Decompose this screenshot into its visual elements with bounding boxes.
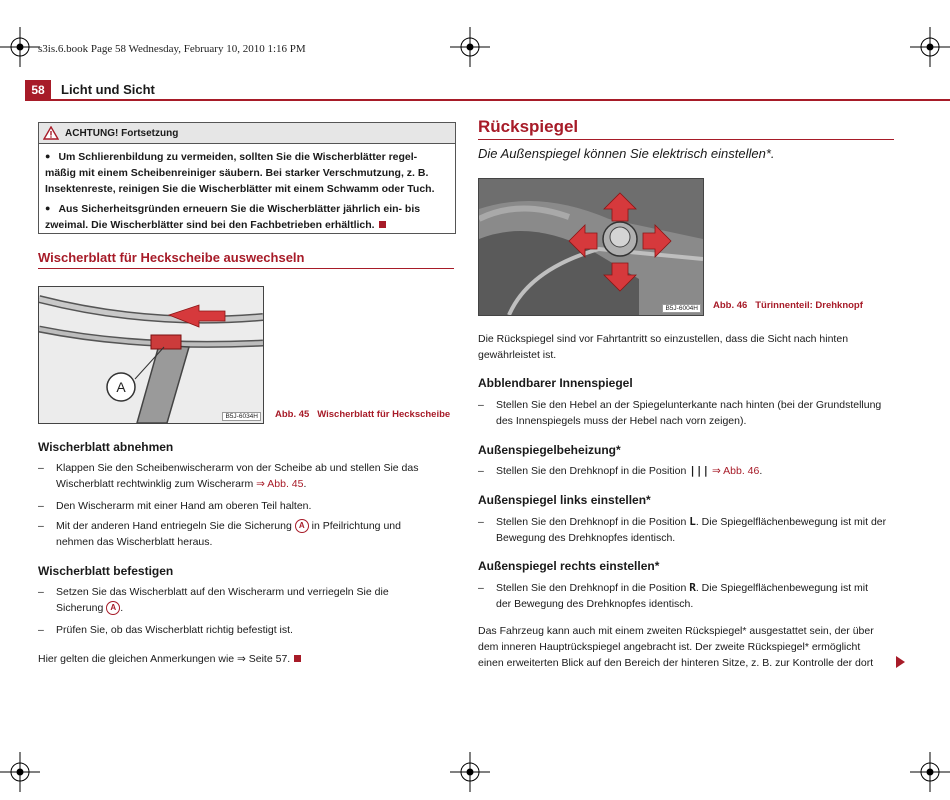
- chapter-title: Licht und Sicht: [61, 82, 155, 97]
- list-item: – Stellen Sie den Drehknopf in die Position R. Die Spiegelflächenbewegung ist mit der Bewegung des Drehknopfes identisch.: [478, 581, 869, 610]
- list-item: – Stellen Sie den Hebel an der Spiegelunterkante nach hinten (bei der Grundstellung des Innenspiegels muss der Hebel nach vorn zeigen).: [478, 399, 882, 427]
- list-item: – Klappen Sie den Scheibenwischerarm von der Scheibe ab und stellen Sie das Wischerblatt rechtwinklig zum Wischerarm ⇒ Abb. 45.: [38, 462, 419, 490]
- warning-bullet-2: ● Aus Sicherheitsgründen erneuern Sie die Wischerblätter jährlich ein- bis: [45, 203, 420, 215]
- warning-header: [39, 123, 455, 144]
- section-title-rear-wiper: Wischerblatt für Heckscheibe auswechseln: [38, 250, 305, 265]
- list-item: – Setzen Sie das Wischerblatt auf den Wischerarm und verriegeln Sie die Sicherung A .: [38, 586, 389, 614]
- warning-label: ACHTUNG! Fortsetzung: [65, 127, 179, 139]
- print-info: s3is.6.book Page 58 Wednesday, February 10, 2010 1:16 PM: [38, 43, 306, 55]
- wiper-illustration: [39, 287, 263, 423]
- left-position-icon: L: [689, 515, 696, 528]
- figure-code: B5J-6034H: [222, 412, 261, 421]
- list-item: – Den Wischerarm mit einer Hand am oberen Teil halten.: [38, 500, 312, 512]
- figure-caption-number: Abb. 46: [713, 300, 748, 311]
- registration-mark-bottom-left: [0, 752, 40, 792]
- warning-box: [38, 122, 456, 234]
- second-mirror-paragraph: Das Fahrzeug kann auch mit einem zweiten Rückspiegel* ausgestattet sein, der über dem inneren Hauptrückspiegel angebracht ist. Der zweite Rückspiegel* ermöglicht einen erweiterten Blick auf den Bereich der hinteren Sitze, z. B. zur Kontrolle der dort: [478, 625, 874, 669]
- intro-paragraph: Die Rückspiegel sind vor Fahrtantritt so einzustellen, dass die Sicht nach hinten gewährleistet ist.: [478, 333, 849, 361]
- registration-mark-top-right: [910, 27, 950, 67]
- subhead-fasten: Wischerblatt befestigen: [38, 564, 174, 578]
- section-subtitle: Die Außenspiegel können Sie elektrisch einstellen*.: [478, 146, 775, 161]
- registration-mark-top-center: [450, 27, 490, 67]
- figure-45-caption: [275, 409, 450, 420]
- figure-caption-number: Abb. 45: [275, 409, 310, 420]
- door-knob-illustration: [479, 179, 703, 315]
- figure-caption-text: Wischerblatt für Heckscheibe: [317, 409, 451, 420]
- figure-caption-text: Türinnenteil: Drehknopf: [755, 300, 863, 311]
- figure-46-caption: [713, 300, 863, 311]
- warning-line-5: zweimal. Die Wischerblätter sind bei den Fachbetrieben erhältlich.: [45, 219, 375, 231]
- callout-a-icon: A: [106, 601, 120, 615]
- warning-line-2: mäßig mit einem Scheibenreiniger säubern. Bei starker Verschmutzung, z. B.: [45, 167, 429, 179]
- section-rule: [478, 139, 894, 140]
- figure-45: [38, 286, 264, 424]
- registration-mark-bottom-right: [910, 752, 950, 792]
- subhead-left-mirror: Außenspiegel links einstellen*: [478, 493, 651, 507]
- end-mark: [379, 221, 386, 228]
- right-position-icon: R: [689, 581, 696, 594]
- list-item: – Stellen Sie den Drehknopf in die Position L. Die Spiegelflächenbewegung ist mit der Bewegung des Drehknopfes identisch.: [478, 515, 887, 544]
- warning-triangle-icon: [43, 126, 59, 140]
- warning-body: [39, 144, 455, 233]
- figure-ref-link[interactable]: ⇒ Abb. 45: [256, 478, 304, 490]
- section-title-mirror: Rückspiegel: [478, 117, 579, 136]
- figure-code: B5J-6004H: [662, 304, 701, 313]
- section-rule: [38, 268, 454, 269]
- continue-arrow-icon: [896, 656, 905, 668]
- warning-bullet-1: ● Um Schlierenbildung zu vermeiden, sollten Sie die Wischerblätter regel-: [45, 151, 417, 163]
- warning-line-3: Insektenreste, reinigen Sie die Wischerblätter mit einem Schwamm oder Tuch.: [45, 183, 435, 195]
- figure-label-a: A: [116, 379, 126, 395]
- page-number: 58: [25, 80, 51, 100]
- figure-46: [478, 178, 704, 316]
- figure-ref-link[interactable]: ⇒ Abb. 46: [712, 465, 760, 477]
- header-rule: [25, 99, 950, 101]
- subhead-right-mirror: Außenspiegel rechts einstellen*: [478, 559, 660, 573]
- subhead-remove: Wischerblatt abnehmen: [38, 440, 174, 454]
- registration-mark-top-left: [0, 27, 40, 67]
- end-mark: [294, 655, 301, 662]
- list-item: – Stellen Sie den Drehknopf in die Position ||| ⇒ Abb. 46.: [478, 464, 763, 477]
- list-item: – Mit der anderen Hand entriegeln Sie die Sicherung A in Pfeilrichtung und nehmen das Wischerblatt heraus.: [38, 520, 401, 548]
- note-text: Hier gelten die gleichen Anmerkungen wie ⇒ Seite 57.: [38, 651, 301, 667]
- subhead-dimming-mirror: Abblendbarer Innenspiegel: [478, 376, 633, 390]
- subhead-mirror-heating: Außenspiegelbeheizung*: [478, 443, 621, 457]
- callout-a-icon: A: [295, 519, 309, 533]
- heating-position-icon: |||: [689, 464, 710, 477]
- registration-mark-bottom-center: [450, 752, 490, 792]
- list-item: – Prüfen Sie, ob das Wischerblatt richtig befestigt ist.: [38, 624, 293, 636]
